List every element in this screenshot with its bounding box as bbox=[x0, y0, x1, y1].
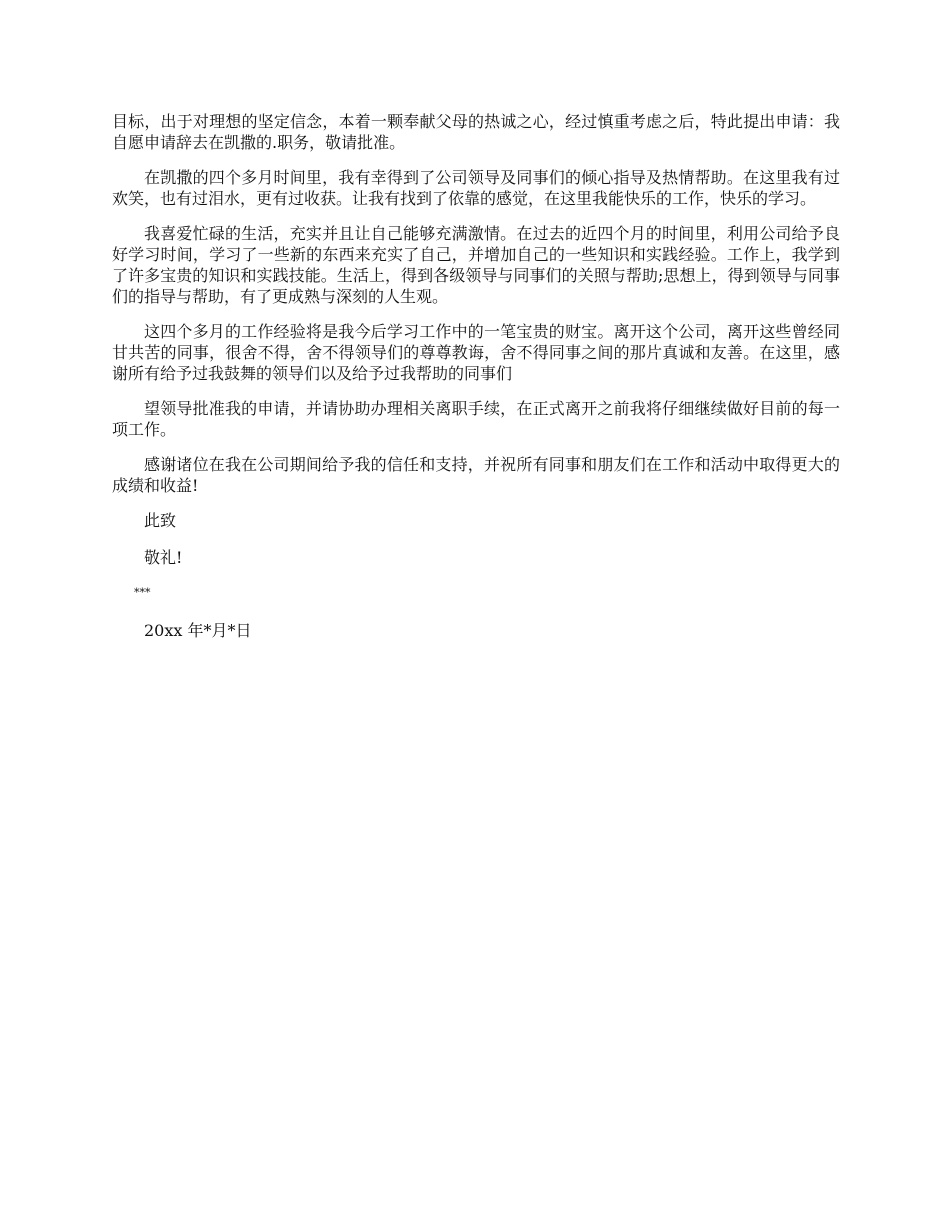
closing-regards: 敬礼! bbox=[144, 548, 183, 567]
letter-date: 20xx 年*月*日 bbox=[144, 621, 252, 640]
paragraph-5: 望领导批准我的申请，并请协助办理相关离职手续，在正式离开之前我将仔细继续做好目前的每一项工作。 bbox=[112, 399, 840, 439]
paragraph-3: 我喜爱忙碌的生活，充实并且让自己能够充满激情。在过去的近四个月的时间里，利用公司给予良好学习时间，学习了一些新的东西来充实了自己，并增加自己的一些知识和实践经验。工作上，我学到了许多宝贵的知识和实践技能。生活上，得到各级领导与同事们的关照与帮助;思想上，得到领导与同事们的指导与帮助，有了更成熟与深刻的人生观。 bbox=[112, 224, 840, 306]
closing-salutation: 此致 bbox=[144, 511, 177, 530]
letter-body bbox=[112, 111, 840, 657]
paragraph-4: 这四个多月的工作经验将是我今后学习工作中的一笔宝贵的财宝。离开这个公司，离开这些曾经同甘共苦的同事，很舍不得，舍不得领导们的尊尊教诲，舍不得同事之间的那片真诚和友善。在这里，感谢所有给予过我鼓舞的领导们以及给予过我帮助的同事们 bbox=[112, 322, 840, 383]
paragraph-1: 目标，出于对理想的坚定信念，本着一颗奉献父母的热诚之心，经过慎重考虑之后，特此提出申请：我自愿申请辞去在凯撒的.职务，敬请批准。 bbox=[112, 112, 840, 152]
paragraph-6: 感谢诸位在我在公司期间给予我的信任和支持，并祝所有同事和朋友们在工作和活动中取得更大的成绩和收益! bbox=[112, 455, 840, 495]
paragraph-2: 在凯撒的四个多月时间里，我有幸得到了公司领导及同事们的倾心指导及热情帮助。在这里我有过欢笑，也有过泪水，更有过收获。让我有找到了依靠的感觉，在这里我能快乐的工作，快乐的学习。 bbox=[112, 168, 840, 208]
signature: *** bbox=[134, 586, 151, 599]
